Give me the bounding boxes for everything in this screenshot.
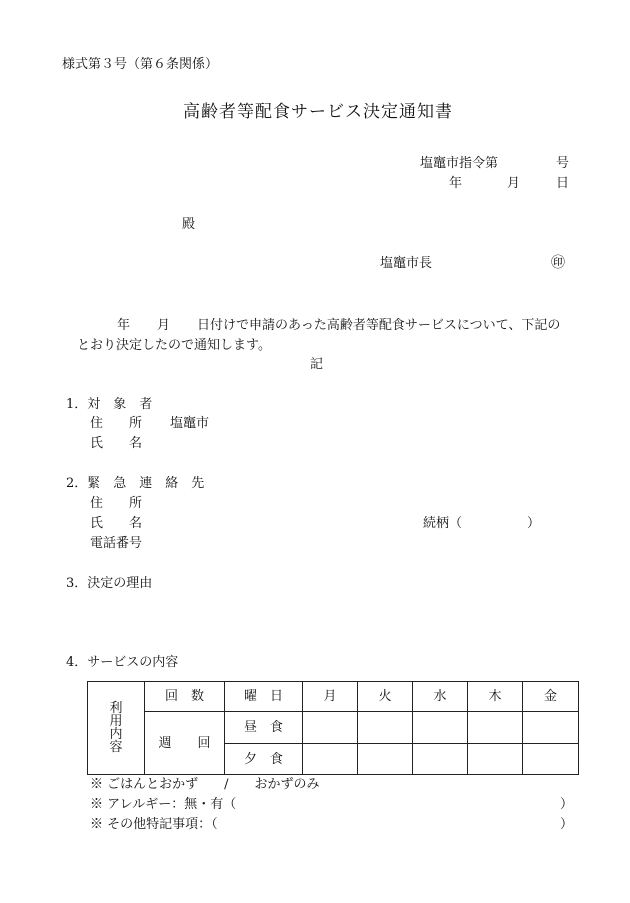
week-count-cell: 週 回 <box>145 712 225 775</box>
relation-field: 続柄（ ） <box>423 516 541 531</box>
body-year: 年 <box>117 318 131 333</box>
note-allergy: ※ アレルギー：無・有（ <box>90 797 237 812</box>
ki-label: 記 <box>310 357 324 372</box>
day-mon: 月 <box>303 682 358 712</box>
body-text-line1: 日付けで申請のあった高齢者等配食サービスについて、下記の <box>197 318 561 333</box>
dinner-mon-cell <box>303 744 358 775</box>
day-wed: 水 <box>413 682 468 712</box>
day-thu: 木 <box>468 682 523 712</box>
doc-number-suffix: 号 <box>556 156 570 171</box>
document-title: 高齢者等配食サービス決定通知書 <box>183 102 453 122</box>
section4-heading: 4．サービスの内容 <box>66 655 179 670</box>
date-day: 日 <box>556 176 570 191</box>
usage-content-label: 利 用 内 容 <box>88 682 145 775</box>
note-meal-type: ※ ごはんとおかず / おかずのみ <box>90 777 320 792</box>
note-special-close: ） <box>560 817 574 832</box>
section2-heading: 2．緊 急 連 絡 先 <box>66 476 205 491</box>
body-text-line2: とおり決定したので通知します。 <box>77 338 271 353</box>
dinner-label: 夕 食 <box>225 744 303 775</box>
date-month: 月 <box>507 176 521 191</box>
section1-heading: 1．対 象 者 <box>66 397 153 412</box>
target-address-value: 塩竈市 <box>170 416 210 431</box>
dinner-tue-cell <box>358 744 413 775</box>
date-year: 年 <box>449 176 463 191</box>
youbi-header: 曜 日 <box>225 682 303 712</box>
lunch-mon-cell <box>303 712 358 744</box>
target-address-label: 住 所 <box>90 416 143 431</box>
day-tue: 火 <box>358 682 413 712</box>
contact-phone-label: 電話番号 <box>90 536 143 551</box>
dinner-thu-cell <box>468 744 523 775</box>
body-month: 月 <box>157 318 171 333</box>
issuer: 塩竈市長 <box>380 256 433 271</box>
target-name-label: 氏 名 <box>90 436 143 451</box>
day-fri: 金 <box>523 682 579 712</box>
lunch-label: 昼 食 <box>225 712 303 744</box>
dinner-wed-cell <box>413 744 468 775</box>
service-table <box>87 681 579 775</box>
lunch-fri-cell <box>523 712 579 744</box>
lunch-tue-cell <box>358 712 413 744</box>
note-special: ※ その他特記事項：（ <box>90 817 218 832</box>
contact-address-label: 住 所 <box>90 496 143 511</box>
seal-mark: ㊞ <box>551 255 565 271</box>
section3-heading: 3．決定の理由 <box>66 576 153 591</box>
form-number: 様式第３号（第６条関係） <box>62 57 219 72</box>
count-header: 回 数 <box>145 682 225 712</box>
note-allergy-close: ） <box>560 797 574 812</box>
dinner-fri-cell <box>523 744 579 775</box>
lunch-thu-cell <box>468 712 523 744</box>
contact-name-label: 氏 名 <box>90 516 143 531</box>
lunch-wed-cell <box>413 712 468 744</box>
doc-number-prefix: 塩竈市指令第 <box>420 156 499 171</box>
addressee-suffix: 殿 <box>182 217 196 232</box>
